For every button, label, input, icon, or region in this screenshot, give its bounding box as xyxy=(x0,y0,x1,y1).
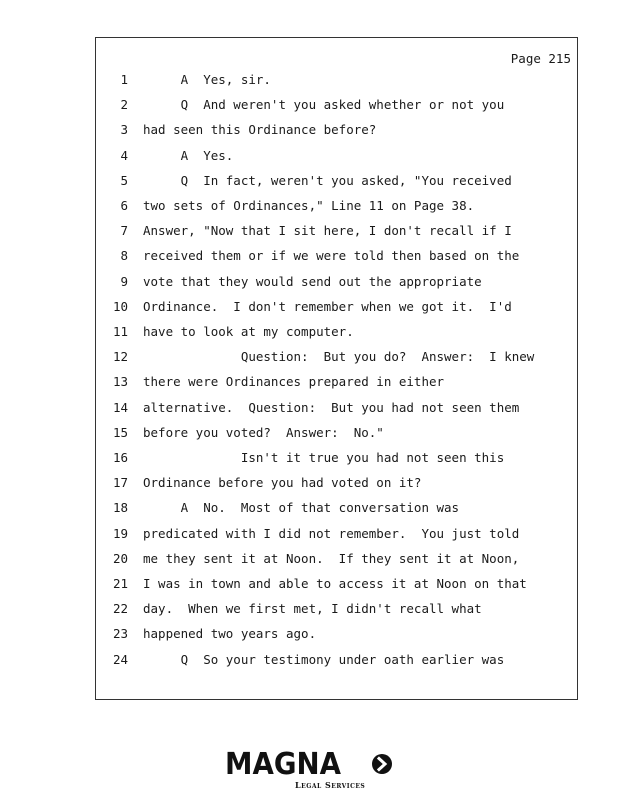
line-number: 1 xyxy=(120,72,128,87)
line-text: A Yes, sir. xyxy=(143,72,271,87)
transcript-line xyxy=(96,448,579,468)
transcript-line xyxy=(96,171,579,191)
line-text: received them or if we were told then based on the xyxy=(143,248,520,264)
line-number: 11 xyxy=(112,324,128,339)
line-text: Answer, "Now that I sit here, I don't recall if I xyxy=(143,223,512,239)
line-text: day. When we first met, I didn't recall what xyxy=(143,601,482,617)
line-text: Q And weren't you asked whether or not you xyxy=(143,97,505,113)
logo-wordmark: MAGNA xyxy=(225,747,341,782)
line-text: had seen this Ordinance before? xyxy=(143,122,377,138)
transcript-line xyxy=(96,297,579,317)
line-text: Ordinance. I don't remember when we got it. I'd xyxy=(143,298,512,314)
line-number: 17 xyxy=(112,475,128,491)
line-text: Ordinance before you had voted on it? xyxy=(143,475,422,491)
line-number: 19 xyxy=(112,525,128,541)
line-number: 20 xyxy=(112,550,128,566)
line-text: happened two years ago. xyxy=(143,626,317,642)
transcript-line xyxy=(96,272,579,292)
line-number: 21 xyxy=(112,576,128,591)
transcript-line xyxy=(96,372,579,392)
line-text: alternative. Question: But you had not seen them xyxy=(143,399,520,415)
line-number: 24 xyxy=(112,651,128,667)
transcript-line xyxy=(96,498,579,518)
line-number: 18 xyxy=(112,500,128,516)
line-number: 5 xyxy=(120,172,128,188)
line-text: Isn't it true you had not seen this xyxy=(143,450,505,465)
line-text: Q In fact, weren't you asked, "You received xyxy=(143,172,512,188)
transcript-line xyxy=(96,473,579,493)
line-number: 9 xyxy=(120,273,128,289)
transcript-line xyxy=(96,423,579,443)
transcript-line xyxy=(96,549,579,569)
line-text: there were Ordinances prepared in either xyxy=(143,374,445,390)
line-text: A No. Most of that conversation was xyxy=(143,500,460,516)
transcript-line xyxy=(96,574,579,594)
magna-logo xyxy=(225,748,395,792)
line-number: 3 xyxy=(120,122,128,138)
transcript-line xyxy=(96,120,579,140)
transcript-line xyxy=(96,95,579,115)
line-number: 10 xyxy=(112,298,128,314)
transcript-line xyxy=(96,624,579,644)
line-text: have to look at my computer. xyxy=(143,324,354,339)
transcript-line xyxy=(96,246,579,266)
line-number: 15 xyxy=(112,424,128,440)
transcript-page xyxy=(95,37,578,700)
line-number: 22 xyxy=(112,601,128,617)
line-number: 16 xyxy=(112,450,128,465)
line-text: Q So your testimony under oath earlier was xyxy=(143,651,505,667)
line-text: A Yes. xyxy=(143,147,234,163)
transcript-line xyxy=(96,524,579,544)
transcript-line xyxy=(96,599,579,619)
transcript-line xyxy=(96,322,579,342)
transcript-line xyxy=(96,398,579,418)
transcript-line xyxy=(96,650,579,670)
chevron-right-circle-icon xyxy=(371,753,393,775)
transcript-line xyxy=(96,196,579,216)
line-text: before you voted? Answer: No." xyxy=(143,424,384,440)
line-number: 4 xyxy=(120,147,128,163)
logo-subtitle: Legal Services xyxy=(295,780,366,790)
line-text: I was in town and able to access it at Noon on that xyxy=(143,576,527,591)
line-text: Question: But you do? Answer: I knew xyxy=(143,349,535,365)
transcript-line xyxy=(96,146,579,166)
transcript-line xyxy=(96,221,579,241)
page-number: Page 215 xyxy=(510,51,571,66)
line-number: 6 xyxy=(120,198,128,213)
line-number: 13 xyxy=(112,374,128,390)
transcript-line xyxy=(96,70,579,90)
line-text: predicated with I did not remember. You just told xyxy=(143,525,520,541)
line-text: me they sent it at Noon. If they sent it at Noon, xyxy=(143,550,520,566)
line-number: 12 xyxy=(112,349,128,365)
line-text: vote that they would send out the appropriate xyxy=(143,273,482,289)
line-number: 7 xyxy=(120,223,128,239)
transcript-line xyxy=(96,347,579,367)
line-number: 8 xyxy=(120,248,128,264)
line-number: 14 xyxy=(112,399,128,415)
line-number: 23 xyxy=(112,626,128,642)
line-number: 2 xyxy=(120,97,128,113)
line-text: two sets of Ordinances," Line 11 on Page 38. xyxy=(143,198,475,213)
